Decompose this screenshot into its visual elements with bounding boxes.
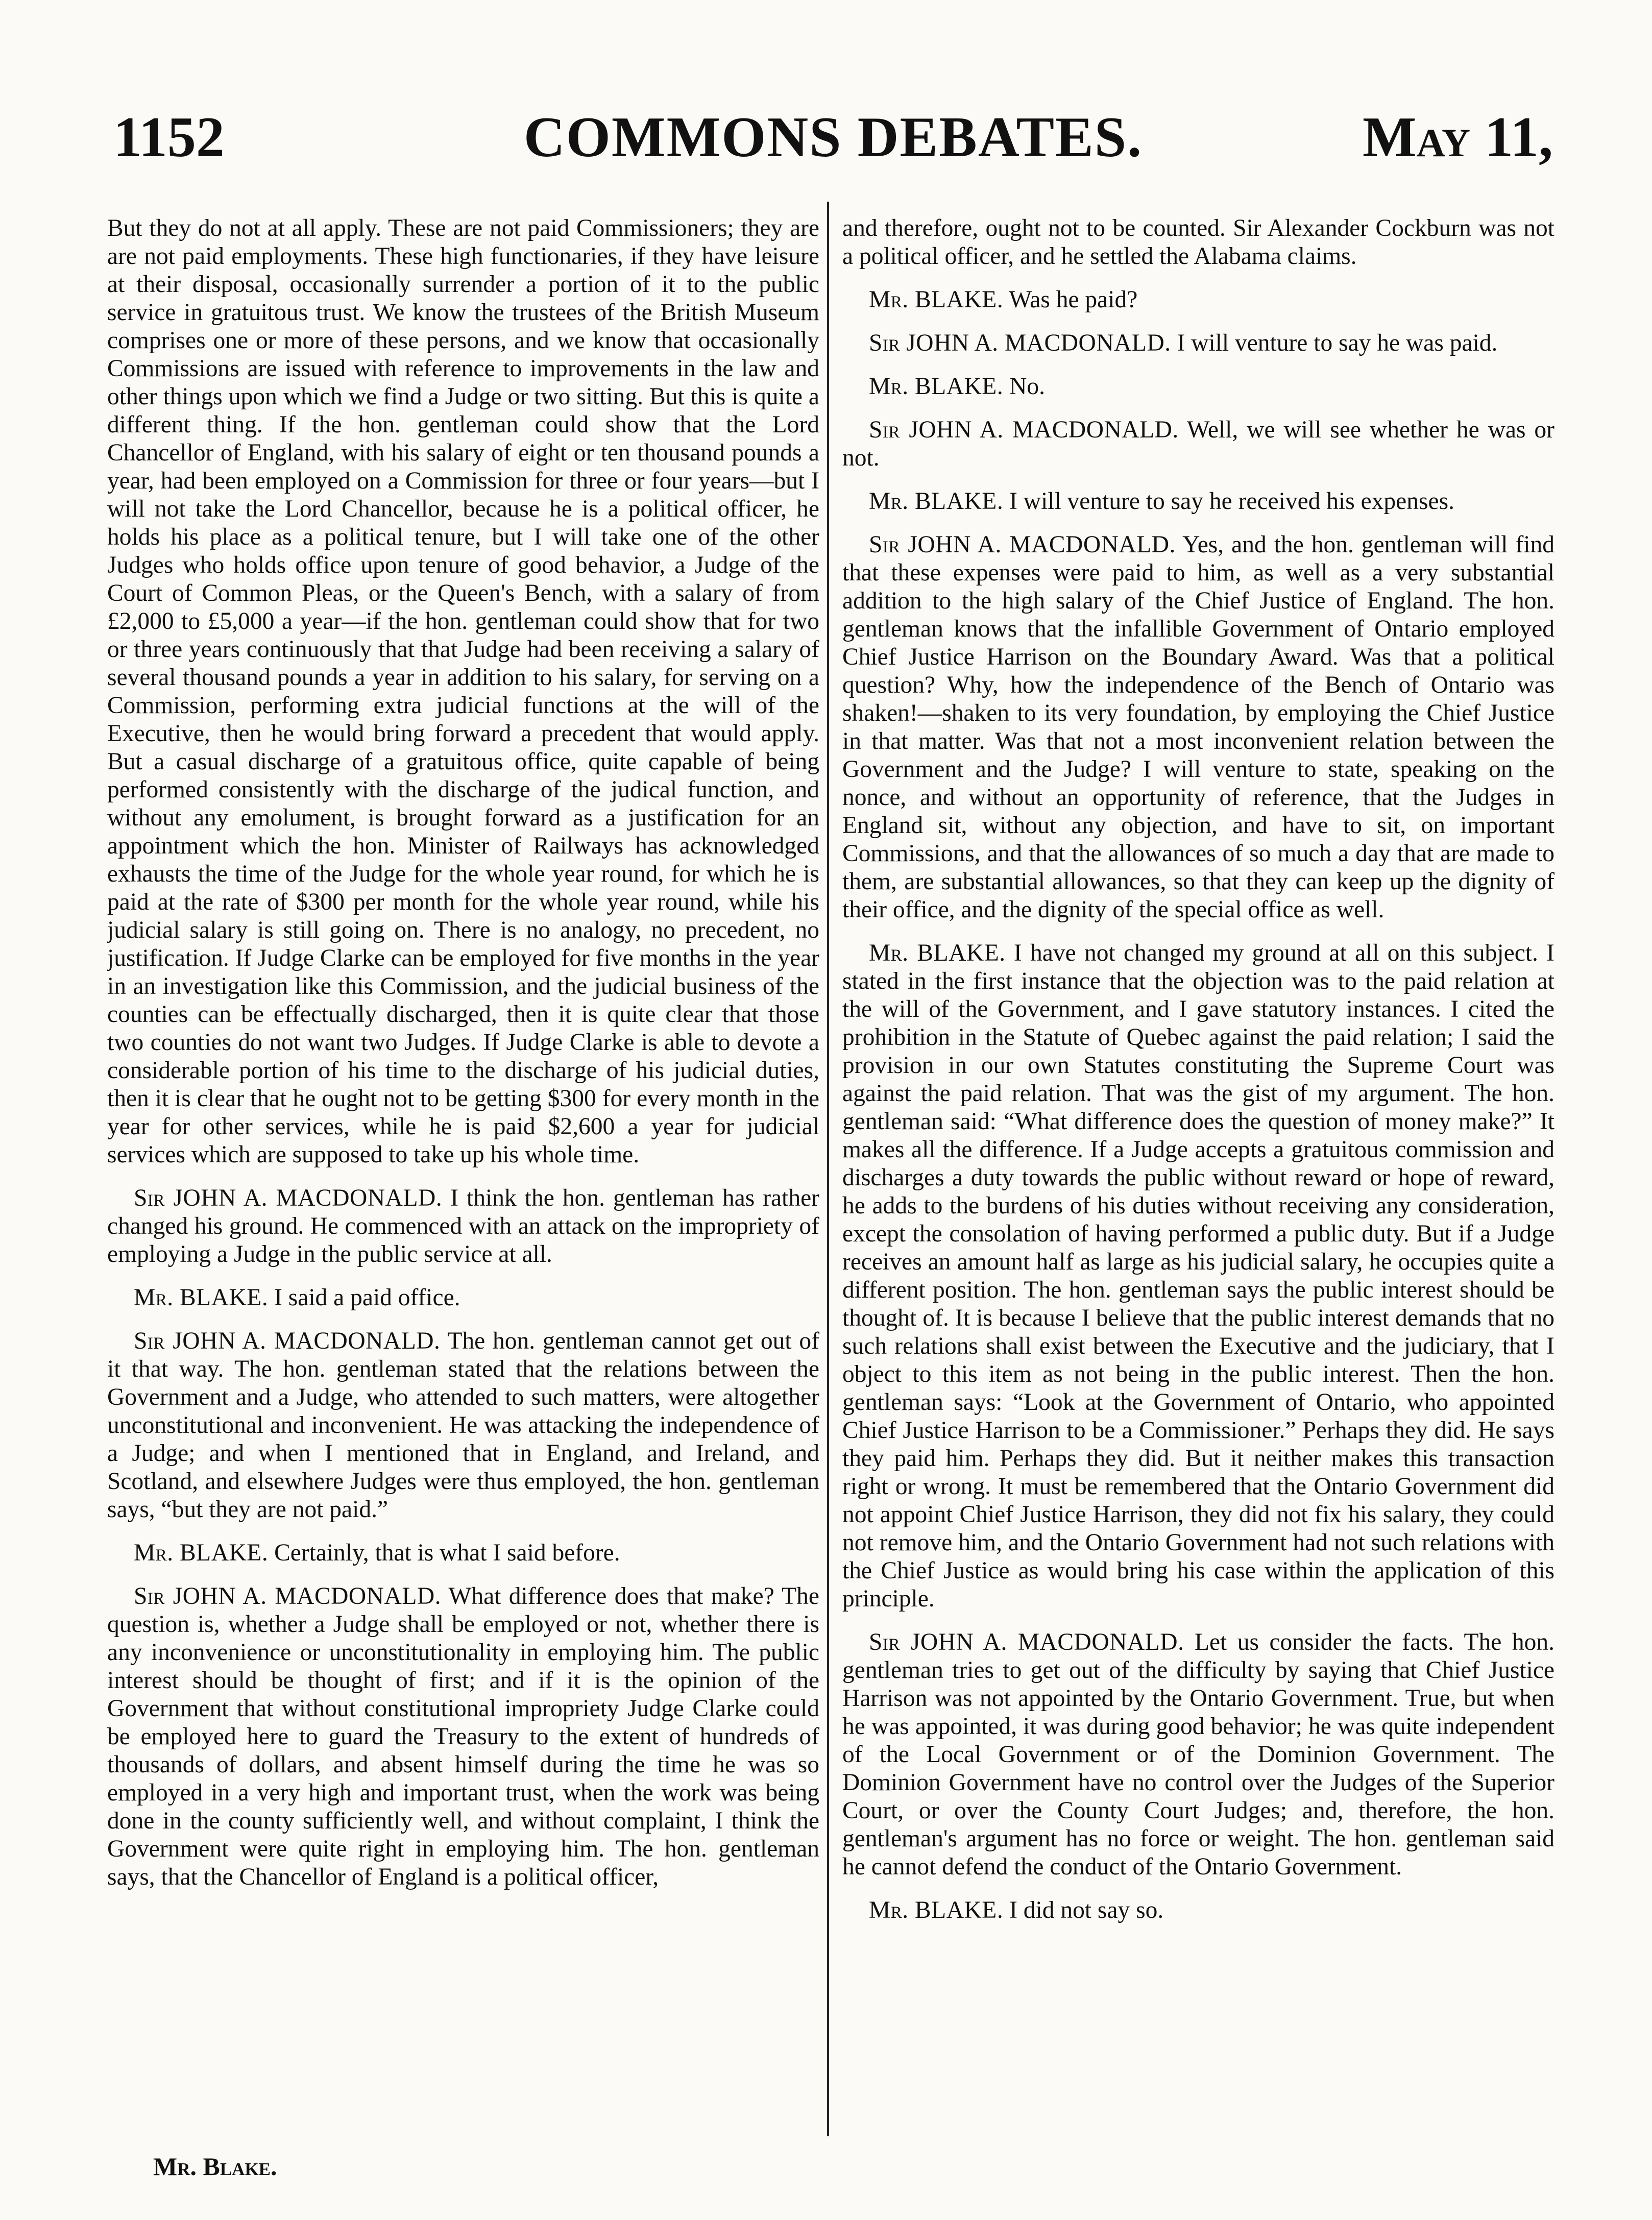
speech-paragraph: [107, 1582, 819, 1891]
speaker-name: Mr. BLAKE.: [869, 373, 1004, 400]
speech-text: But they do not at all apply. These are not paid Commissioners; they are are not paid employments. These high functionaries, if they have leisure at their disposal, occasionally surrender a portion of it to the public service in gratuitous trust. We know the trustees of the British Museum comprises one or more of these persons, and we know that occasionally Commissions are issued with reference to improvements in the law and other things upon which we find a Judge or two sitting. But this is quite a different thing. If the hon. gentleman could show that the Lord Chancellor of England, with his salary of eight or ten thousand pounds a year, had been employed on a Commission for three or four years—but I will not take the Lord Chancellor, because he is a political officer, he holds his place as a political tenure, but I will take one of the other Judges who holds office upon tenure of good behavior, a Judge of the Court of Common Pleas, or the Queen's Bench, with a salary of from £2,000 to £5,000 a year—if the hon. gentleman could show that for two or three years continuously that that Judge had been receiving a salary of several thousand pounds a year in addition to his salary, for serving on a Commission, performing extra judicial functions at the will of the Executive, then he would bring forward a precedent that would apply. But a casual discharge of a gratuitous office, quite capable of being performed consistently with the discharge of the judical function, and without any emolument, is brought forward as a justification for an appointment which the hon. Minister of Railways has acknowledged exhausts the time of the Judge for the whole year round, for which he is paid at the rate of $300 per month for the whole year round, while his judicial salary is still going on. There is no analogy, no precedent, no justification. If Judge Clarke can be employed for five months in the year in an investigation like this Commission, and the judicial business of the counties can be effectually discharged, then it is quite clear that those two counties do not want two Judges. If Judge Clarke is able to devote a considerable portion of his time to the discharge of his judicial duties, then it is clear that he ought not to be getting $300 for every month in the year for other services, while he is paid $2,600 a year for judicial services which are supposed to take up his whole time.: [107, 215, 819, 1168]
speech-paragraph: [842, 329, 1554, 357]
speech-text: and therefore, ought not to be counted. Sir Alexander Cockburn was not a political officer, and he settled the Alabama claims.: [842, 215, 1554, 270]
speech-text: I will venture to say he received his expenses.: [1009, 488, 1454, 515]
speaker-name: Mr. BLAKE.: [869, 488, 1004, 515]
speech-text: The hon. gentleman cannot get out of it that way. The hon. gentleman stated that the relations between the Government and a Judge, who attended to such matters, were altogether unconstitutional and inconvenient. He was attacking the independence of a Judge; and when I mentioned that in England, and Ireland, and Scotland, and elsewhere Judges were thus employed, the hon. gentleman says, “but they are not paid.”: [107, 1328, 819, 1523]
speech-paragraph: [842, 416, 1554, 472]
speaker-name: Mr. BLAKE.: [869, 286, 1004, 313]
speech-text: Certainly, that is what I said before.: [274, 1540, 620, 1566]
speech-text: I said a paid office.: [274, 1284, 460, 1311]
speech-paragraph: [842, 1628, 1554, 1881]
speech-paragraph: [842, 1896, 1554, 1924]
speaker-name: Sir JOHN A. MACDONALD.: [869, 531, 1176, 558]
speech-paragraph: [842, 531, 1554, 924]
speech-text: What difference does that make? The question is, whether a Judge shall be employed or not, whether there is any inconvenience or unconstitutionality in employing him. The public interest should be thought of first; and if it is the opinion of the Government that without constitutional impropriety Judge Clarke could be employed here to guard the Treasury to the extent of hundreds of thousands of dollars, and absent himself during the time he was so employed in a very high and important trust, when the work was being done in the county sufficiently well, and without complaint, I think the Government were quite right in employing him. The hon. gentleman says, that the Chancellor of England is a political officer,: [107, 1583, 819, 1890]
footer-catchword: Mr. Blake.: [153, 2152, 277, 2181]
speech-text: Let us consider the facts. The hon. gentleman tries to get out of the difficulty by saying that Chief Justice Harrison was not appointed by the Ontario Government. True, but when he was appointed, it was during good behavior; he was quite independent of the Local Government or of the Dominion Government. The Dominion Government have no control over the Judges of the Superior Court, or over the County Court Judges; and, therefore, the hon. gentleman's argument has no force or weight. The hon. gentleman said he cannot defend the conduct of the Ontario Government.: [842, 1629, 1554, 1880]
speech-text: I have not changed my ground at all on this subject. I stated in the first instance that the objection was to the paid relation at the will of the Government, and I gave statutory instances. I cited the prohibition in the Statute of Quebec against the paid relation; I said the provision in our own Statutes constituting the Supreme Court was against the paid relation. That was the gist of my argument. The hon. gentleman said: “What difference does the question of money make?” It makes all the difference. If a Judge accepts a gratuitous commission and discharges a duty towards the public without reward or hope of reward, he adds to the burdens of his duties without receiving any consideration, except the consolation of having performed a public duty. But if a Judge receives an amount half as large as his judicial salary, he occupies quite a different position. The hon. gentleman says the public interest should be thought of. It is because I believe that the public interest demands that no such relations shall exist between the Executive and the judiciary, that I object to this item as not being in the public interest. Then the hon. gentleman says: “Look at the Government of Ontario, who appointed Chief Justice Harrison to be a Commissioner.” Perhaps they did. He says they paid him. Perhaps they did. But it neither makes this transaction right or wrong. It must be remembered that the Ontario Government did not appoint Chief Justice Harrison, they did not fix his salary, they could not remove him, and the Ontario Government had not such relations with the Chief Justice as would bring his case within the application of this principle.: [842, 940, 1554, 1612]
speaker-name: Sir JOHN A. MACDONALD.: [134, 1583, 442, 1609]
speech-paragraph: [107, 1327, 819, 1524]
speech-paragraph: [842, 286, 1554, 314]
page-header: [113, 105, 1553, 191]
speaker-name: Sir JOHN A. MACDONALD.: [869, 417, 1179, 443]
speech-text: Was he paid?: [1009, 286, 1138, 313]
speech-paragraph: [842, 939, 1554, 1613]
left-column: [107, 214, 819, 2144]
speech-text: No.: [1009, 373, 1046, 400]
speech-paragraph: [842, 214, 1554, 271]
page-number: 1152: [113, 106, 225, 169]
column-divider: [827, 202, 829, 2136]
speech-text: I did not say so.: [1009, 1897, 1164, 1923]
speaker-name: Sir JOHN A. MACDONALD.: [869, 330, 1171, 356]
speech-text: Well, we will see whether he was or not.: [842, 417, 1554, 471]
speech-text: I think the hon. gentleman has rather changed his ground. He commenced with an attack on the impropriety of employing a Judge in the public service at all.: [107, 1185, 819, 1267]
publication-title: COMMONS DEBATES.: [523, 106, 1143, 169]
speech-paragraph: [107, 1539, 819, 1567]
speaker-name: Mr. BLAKE.: [869, 1897, 1004, 1923]
speaker-name: Mr. BLAKE.: [134, 1284, 269, 1311]
speech-text: I will venture to say he was paid.: [1177, 330, 1498, 356]
speech-text: Yes, and the hon. gentleman will find that these expenses were paid to him, as well as a very substantial addition to the high salary of the Chief Justice of England. The hon. gentleman knows that the infallible Government of Ontario employed Chief Justice Harrison on the Boundary Award. Was that a political question? Why, how the independence of the Bench of Ontario was shaken!—shaken to its very foundation, by employing the Chief Justice in that matter. Was that not a most inconvenient relation between the Government and the Judge? I will venture to state, speaking on the nonce, and without an opportunity of reference, that the Judges in England sit, without any objection, and have to sit, on important Commissions, and that the allowances of so much a day that are made to them, are substantial allowances, so that they can keep up the dignity of their office, and the dignity of the special office as well.: [842, 531, 1554, 923]
speaker-name: Sir JOHN A. MACDONALD.: [134, 1328, 441, 1354]
speaker-name: Mr. BLAKE.: [134, 1540, 269, 1566]
speaker-name: Sir JOHN A. MACDONALD.: [869, 1629, 1184, 1655]
speech-paragraph: [107, 1284, 819, 1312]
page-date: May 11,: [1362, 106, 1553, 169]
speaker-name: Sir JOHN A. MACDONALD.: [134, 1185, 443, 1211]
speech-paragraph: [842, 487, 1554, 516]
speaker-name: Mr. BLAKE.: [869, 940, 1006, 966]
speech-paragraph: [107, 214, 819, 1169]
speech-paragraph: [842, 373, 1554, 401]
speech-paragraph: [107, 1184, 819, 1268]
right-column: [842, 214, 1554, 2144]
